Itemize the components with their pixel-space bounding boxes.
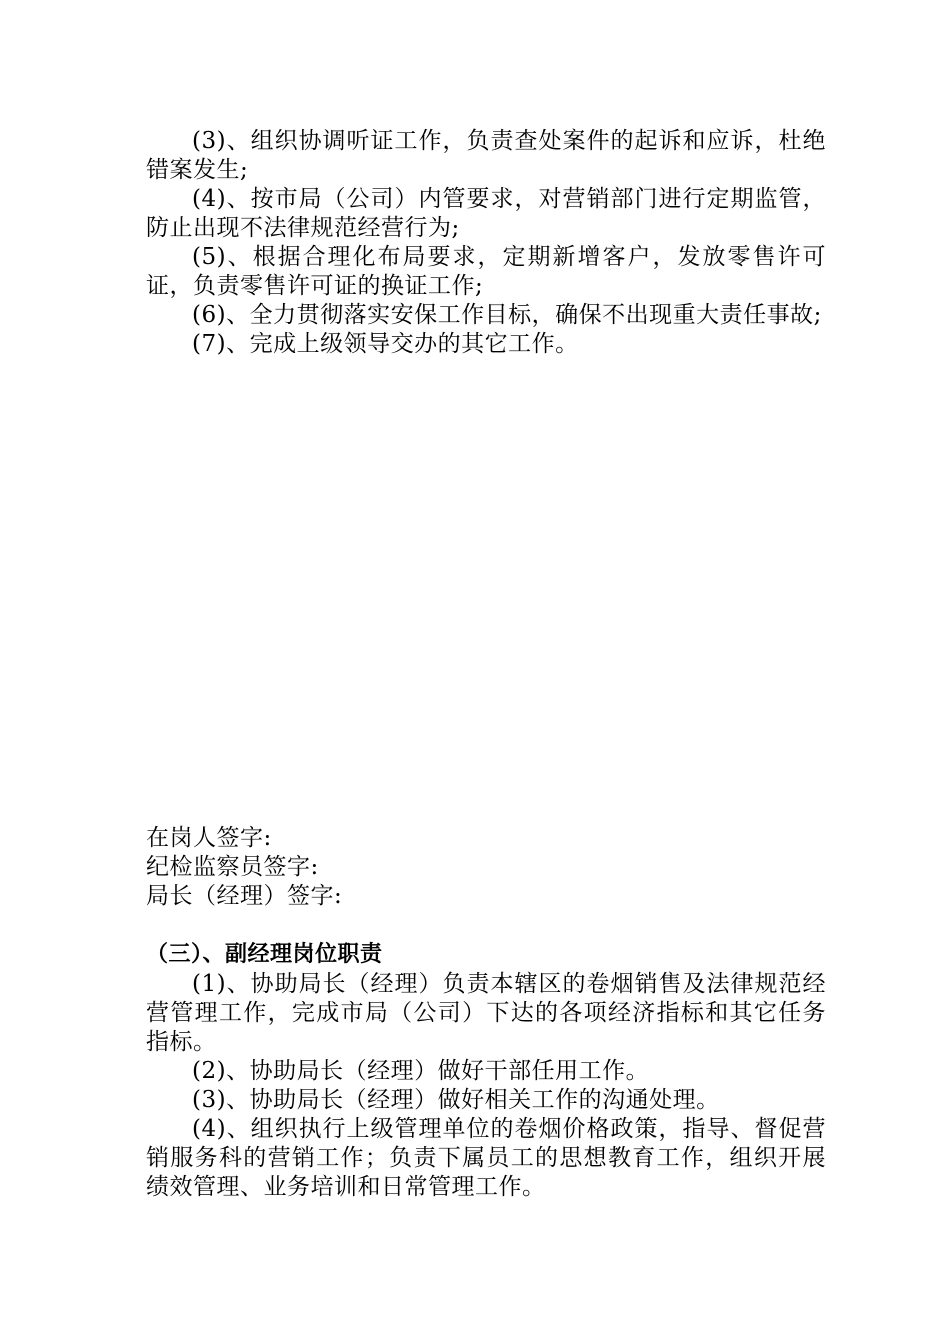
inspector-signature-label: 纪检监察员签字:	[146, 854, 319, 880]
section-three	[146, 940, 826, 1202]
section-three-title: （三）、副经理岗位职责	[146, 942, 383, 967]
previous-duties-list	[146, 127, 826, 359]
duty-item: (6)、全力贯彻落实安保工作目标，确保不出现重大责任事故;	[192, 302, 822, 328]
duty-item: (4)、按市局（公司）内管要求，对营销部门进行定期监管，防止出现不法律规范经营行为;	[146, 186, 826, 241]
duty-item: (3)、组织协调听证工作，负责查处案件的起诉和应诉，杜绝错案发生;	[146, 128, 826, 183]
duty-item: (1)、协助局长（经理）负责本辖区的卷烟销售及法律规范经营管理工作，完成市局（公司）下达的各项经济指标和其它任务指标。	[146, 971, 826, 1055]
duty-item: (7)、完成上级领导交办的其它工作。	[192, 331, 579, 357]
duty-item: (3)、协助局长（经理）做好相关工作的沟通处理。	[192, 1087, 720, 1113]
signature-block	[146, 824, 826, 911]
duty-item: (2)、协助局长（经理）做好干部任用工作。	[192, 1058, 650, 1084]
director-signature-label: 局长（经理）签字:	[146, 883, 343, 909]
on-duty-signature-label: 在岗人签字:	[146, 825, 272, 851]
duty-item: (4)、组织执行上级管理单位的卷烟价格政策，指导、督促营销服务科的营销工作；负责下属员工的思想教育工作，组织开展绩效管理、业务培训和日常管理工作。	[146, 1116, 826, 1200]
duty-item: (5)、根据合理化布局要求，定期新增客户，发放零售许可证，负责零售许可证的换证工作;	[146, 244, 826, 299]
